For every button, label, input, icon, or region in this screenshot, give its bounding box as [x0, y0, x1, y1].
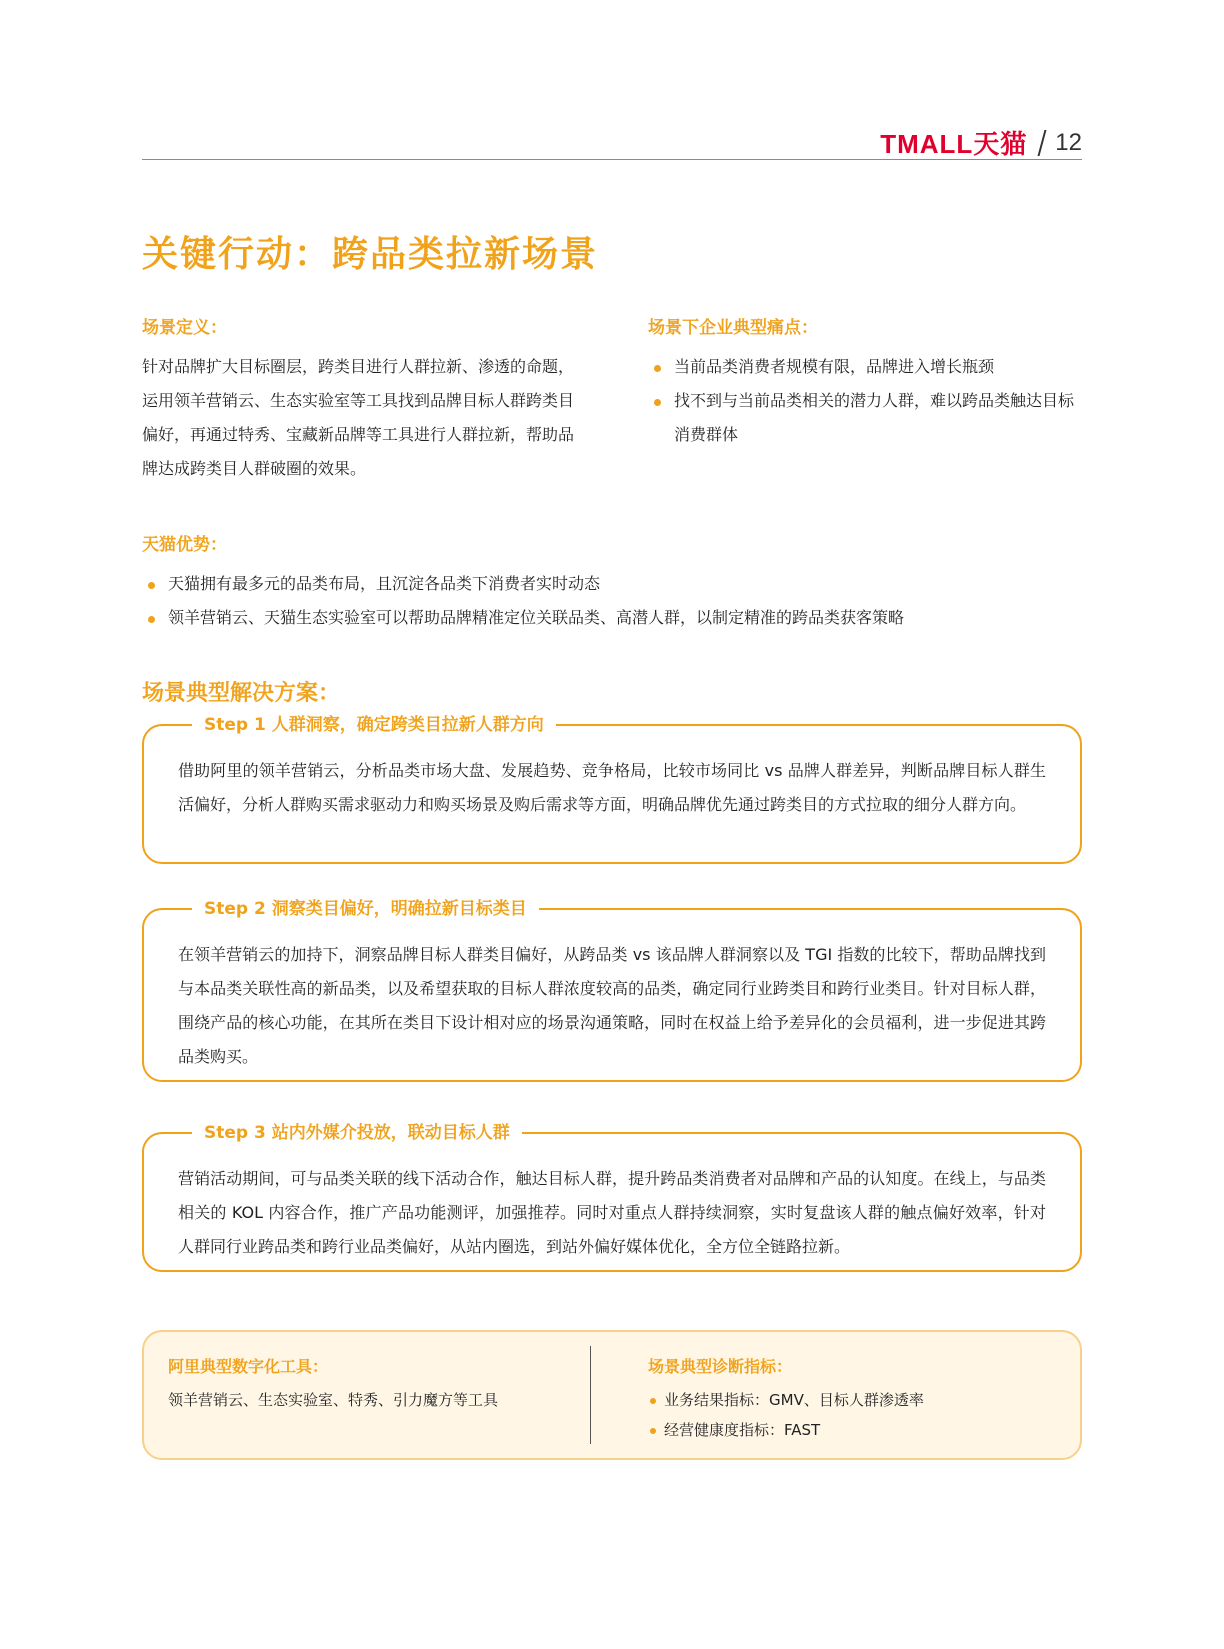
- pain-points-label: 场景下企业典型痛点：: [648, 318, 818, 338]
- scene-definition: [142, 313, 582, 486]
- bullet-dot-icon: [148, 616, 155, 623]
- list-item: 找不到与当前品类相关的潜力人群，难以跨品类触达目标消费群体: [648, 384, 1088, 452]
- list-item: 业务结果指标：GMV、目标人群渗透率: [648, 1385, 1048, 1415]
- list-item: 领羊营销云、天猫生态实验室可以帮助品牌精准定位关联品类、高潜人群，以制定精准的跨品类获客策略: [142, 601, 1082, 635]
- digital-tools: [168, 1354, 588, 1415]
- bullet-dot-icon: [654, 365, 661, 372]
- list-item: 天猫拥有最多元的品类布局，且沉淀各品类下消费者实时动态: [142, 567, 1082, 601]
- step-1-box: [142, 715, 1082, 864]
- step-3-box: [142, 1123, 1082, 1272]
- metrics-list: [648, 1385, 1048, 1445]
- step-1-title: Step 1 人群洞察，确定跨类目拉新人群方向: [192, 712, 556, 738]
- header-separator: [1038, 130, 1047, 156]
- list-item: 当前品类消费者规模有限，品牌进入增长瓶颈: [648, 350, 1088, 384]
- pain-points: [648, 313, 1088, 452]
- header-rule: [142, 159, 1082, 160]
- step-3-title: Step 3 站内外媒介投放，联动目标人群: [192, 1120, 522, 1146]
- bullet-dot-icon: [148, 582, 155, 589]
- page-header: [142, 120, 1082, 160]
- tmall-logo: TMALL天猫: [880, 129, 1028, 159]
- bullet-dot-icon: [650, 1398, 656, 1404]
- panel-divider: [590, 1346, 591, 1444]
- step-1-text: 借助阿里的领羊营销云，分析品类市场大盘、发展趋势、竞争格局，比较市场同比 vs 品牌人群差异，判断品牌目标人群生活偏好，分析人群购买需求驱动力和购买场景及购后需求等方面，明确品牌优先通过跨类目的方式拉取的细分人群方向。: [178, 761, 1046, 814]
- tmall-advantages: [142, 530, 1082, 635]
- step-2-title: Step 2 洞察类目偏好，明确拉新目标类目: [192, 896, 539, 922]
- definition-text: 针对品牌扩大目标圈层，跨类目进行人群拉新、渗透的命题，运用领羊营销云、生态实验室等工具找到品牌目标人群跨类目偏好，再通过特秀、宝藏新品牌等工具进行人群拉新，帮助品牌达成跨类目人群破圈的效果。: [142, 357, 575, 478]
- tools-metrics-panel: [142, 1330, 1082, 1460]
- definition-label: 场景定义：: [142, 318, 227, 338]
- bullet-dot-icon: [650, 1428, 656, 1434]
- list-item: 经营健康度指标：FAST: [648, 1415, 1048, 1445]
- step-2-box: [142, 899, 1082, 1082]
- advantages-list: [142, 567, 1082, 635]
- solutions-title: 场景典型解决方案：: [142, 681, 341, 706]
- page-number: 12: [1055, 128, 1082, 156]
- tools-text: 领羊营销云、生态实验室、特秀、引力魔方等工具: [168, 1391, 499, 1409]
- metrics-label: 场景典型诊断指标：: [648, 1357, 793, 1376]
- step-3-text: 营销活动期间，可与品类关联的线下活动合作，触达目标人群，提升跨品类消费者对品牌和产品的认知度。在线上，与品类相关的 KOL 内容合作，推广产品功能测评，加强推荐。同时对重点人群持续洞察，实时复盘该人群的触点偏好效率，针对人群同行业跨品类和跨行业品类偏好，从站内圈选，到站外偏好媒体优化，全方位全链路拉新。: [178, 1169, 1046, 1256]
- diagnostic-metrics: [648, 1354, 1048, 1445]
- tools-label: 阿里典型数字化工具：: [168, 1357, 329, 1376]
- pain-points-list: [648, 350, 1088, 452]
- brand-block: [880, 124, 1082, 161]
- bullet-dot-icon: [654, 399, 661, 406]
- step-2-text: 在领羊营销云的加持下，洞察品牌目标人群类目偏好，从跨品类 vs 该品牌人群洞察以及 TGI 指数的比较下，帮助品牌找到与本品类关联性高的新品类，以及希望获取的目标人群浓度较高的品类，确定同行业跨类目和跨行业类目。针对目标人群，围绕产品的核心功能，在其所在类目下设计相对应的场景沟通策略，同时在权益上给予差异化的会员福利，进一步促进其跨品类购买。: [178, 945, 1046, 1066]
- advantages-label: 天猫优势：: [142, 535, 227, 555]
- page-title: 关键行动：跨品类拉新场景: [142, 234, 599, 275]
